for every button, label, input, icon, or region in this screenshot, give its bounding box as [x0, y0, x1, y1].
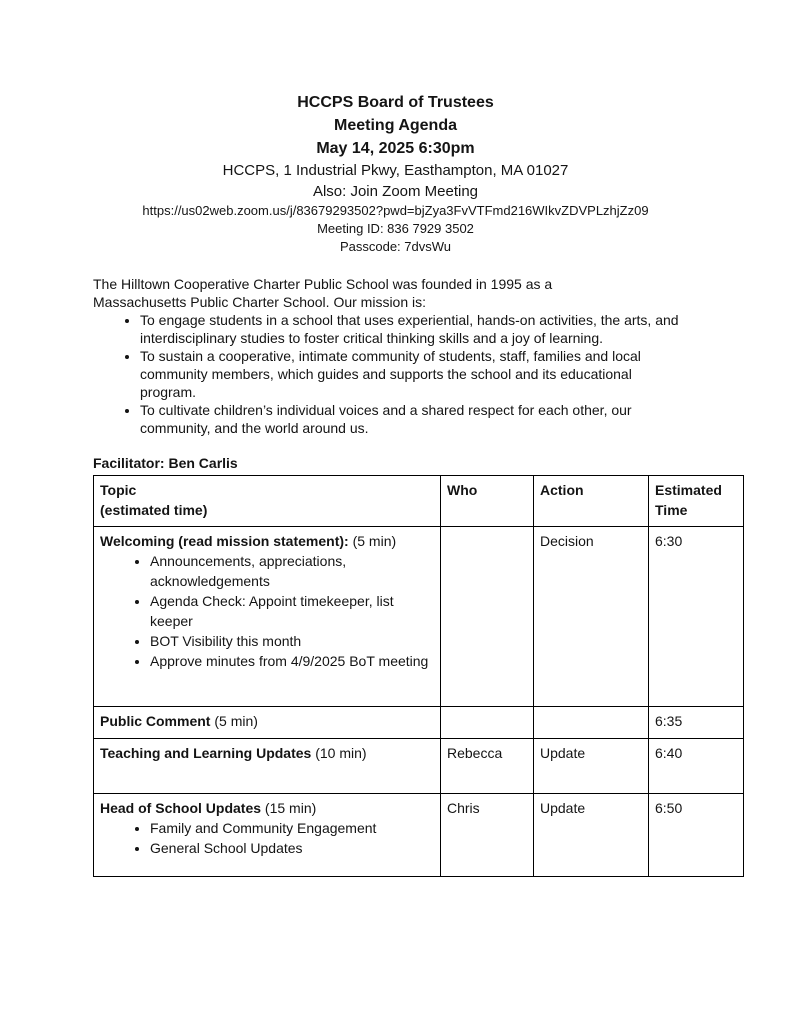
agenda-bullet: • Announcements, appreciations, acknowledgements [150, 551, 434, 591]
cell-action: Update [534, 794, 649, 877]
doc-title-org: HCCPS Board of Trustees [297, 94, 494, 111]
cell-action: Decision [534, 527, 649, 707]
col-header-time: Estimated Time [649, 476, 744, 527]
mission-bullet: • To sustain a cooperative, intimate community of students, staff, families and local community members, which guides and supports the school and its educational program. [140, 347, 685, 401]
topic-bullet-list [100, 818, 434, 858]
cell-action [534, 707, 649, 739]
facilitator-line: Facilitator: Ben Carlis [93, 455, 238, 471]
cell-topic [94, 527, 441, 707]
agenda-table [93, 475, 744, 877]
agenda-bullet: • BOT Visibility this month [150, 631, 434, 651]
topic-title: Welcoming (read mission statement): [100, 533, 349, 549]
agenda-bullet: • Approve minutes from 4/9/2025 BoT meeting [150, 651, 434, 671]
mission-bullet: • To engage students in a school that uses experiential, hands-on activities, the arts, and interdisciplinary studies to foster critical thinking skills and a joy of learning. [140, 311, 685, 347]
doc-title-type: Meeting Agenda [334, 117, 457, 134]
cell-topic [94, 794, 441, 877]
agenda-row-welcoming [94, 527, 744, 707]
meeting-id: Meeting ID: 836 7929 3502 [317, 221, 474, 236]
cell-topic [94, 707, 441, 739]
cell-time: 6:40 [649, 739, 744, 794]
agenda-row-public-comment [94, 707, 744, 739]
agenda-header-row [94, 476, 744, 527]
col-header-topic-line2: (estimated time) [100, 502, 208, 518]
cell-time: 6:30 [649, 527, 744, 707]
topic-time: (10 min) [311, 745, 367, 761]
topic-title: Public Comment [100, 713, 211, 729]
topic-time: (5 min) [210, 713, 258, 729]
agenda-bullet: • General School Updates [150, 838, 434, 858]
col-header-action: Action [534, 476, 649, 527]
cell-who: Rebecca [441, 739, 534, 794]
topic-title: Teaching and Learning Updates [100, 745, 312, 761]
col-header-who: Who [441, 476, 534, 527]
topic-time: (15 min) [261, 800, 317, 816]
cell-who [441, 527, 534, 707]
cell-who: Chris [441, 794, 534, 877]
cell-action: Update [534, 739, 649, 794]
intro-section [93, 275, 685, 437]
agenda-row-teaching-learning [94, 739, 744, 794]
cell-time: 6:50 [649, 794, 744, 877]
col-header-topic-line1: Topic [100, 482, 137, 498]
cell-time: 6:35 [649, 707, 744, 739]
intro-paragraph-line1: The Hilltown Cooperative Charter Public School was founded in 1995 as a [93, 276, 553, 292]
zoom-invite-label: Also: Join Zoom Meeting [312, 183, 479, 200]
cell-topic [94, 739, 441, 794]
meeting-passcode: Passcode: 7dvsWu [339, 239, 452, 254]
agenda-bullet: • Agenda Check: Appoint timekeeper, list keeper [150, 591, 434, 631]
meeting-location: HCCPS, 1 Industrial Pkwy, Easthampton, MA 01027 [222, 162, 569, 179]
agenda-row-head-of-school [94, 794, 744, 877]
topic-time: (5 min) [348, 533, 397, 549]
topic-title: Head of School Updates [100, 800, 262, 816]
doc-title-datetime: May 14, 2025 6:30pm [316, 140, 475, 157]
agenda-bullet: • Family and Community Engagement [150, 818, 434, 838]
col-header-topic [94, 476, 441, 527]
zoom-url-link[interactable]: https://us02web.zoom.us/j/83679293502?pwd=bjZya3FvVTFmd216WIkvZDVPLzhjZz09 [142, 203, 649, 218]
mission-bullet-list [93, 311, 685, 437]
meeting-header [0, 0, 791, 256]
mission-bullet: • To cultivate children’s individual voices and a shared respect for each other, our community, and the world around us. [140, 401, 685, 437]
topic-bullet-list [100, 551, 434, 671]
intro-paragraph-line2: Massachusetts Public Charter School. Our mission is: [93, 294, 427, 310]
cell-who [441, 707, 534, 739]
